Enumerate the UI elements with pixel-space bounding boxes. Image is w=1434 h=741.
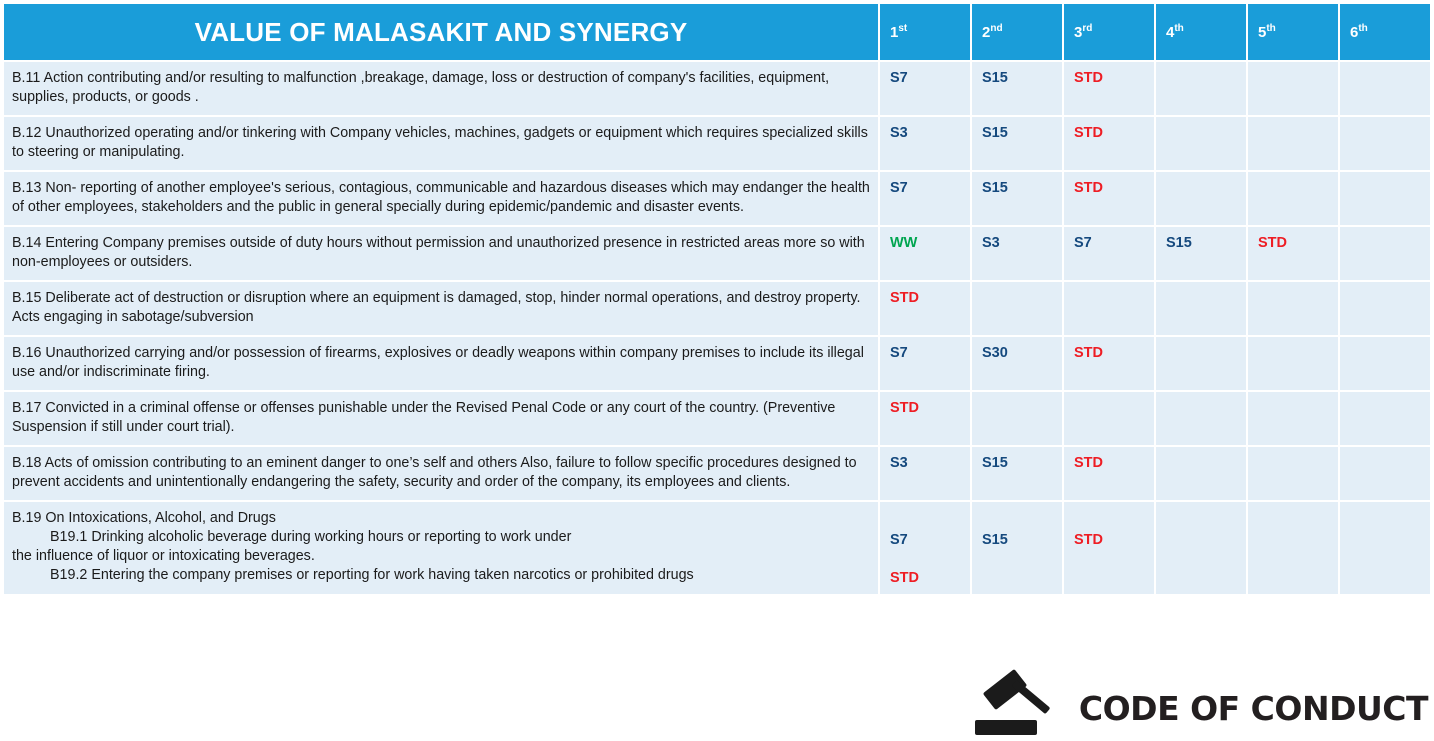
column-2nd — [972, 4, 1062, 60]
sanction-1st: S7 — [880, 172, 970, 225]
offense-description: B.14 Entering Company premises outside of duty hours without permission and unauthorized presence in restricted areas more so with non-employees or outsiders. — [4, 227, 878, 280]
table-row — [4, 447, 1430, 500]
sanction-2nd-primary: S15 — [982, 532, 1008, 548]
offense-line: B19.1 Drinking alcoholic beverage during working hours or reporting to work under — [50, 529, 572, 545]
column-4th — [1156, 4, 1246, 60]
sanction-2nd: S15 — [972, 447, 1062, 500]
column-1st — [880, 4, 970, 60]
table-row — [4, 502, 1430, 594]
column-6th-sup: th — [1358, 23, 1368, 34]
column-1st-num: 1 — [890, 24, 899, 41]
sanction-6th — [1340, 502, 1430, 594]
table-row — [4, 227, 1430, 280]
sanction-2nd: S15 — [972, 172, 1062, 225]
sanction-4th — [1156, 117, 1246, 170]
sanction-6th — [1340, 447, 1430, 500]
sanction-3rd: STD — [1064, 172, 1154, 225]
sanction-4th — [1156, 62, 1246, 115]
sanction-5th — [1248, 392, 1338, 445]
sanction-3rd: S7 — [1064, 227, 1154, 280]
sanction-4th — [1156, 392, 1246, 445]
sanction-6th — [1340, 62, 1430, 115]
offense-line: the influence of liquor or intoxicating beverages. — [12, 548, 315, 564]
sanction-2nd — [972, 392, 1062, 445]
column-1st-sup: st — [898, 23, 908, 34]
sanction-1st-primary: S7 — [890, 532, 908, 548]
table-title: VALUE OF MALASAKIT AND SYNERGY — [4, 4, 878, 60]
column-4th-sup: th — [1174, 23, 1184, 34]
sanction-5th — [1248, 117, 1338, 170]
sanction-2nd: S15 — [972, 62, 1062, 115]
sanction-5th: STD — [1248, 227, 1338, 280]
column-2nd-sup: nd — [990, 23, 1003, 34]
sanction-1st — [880, 502, 970, 594]
sanction-3rd: STD — [1064, 447, 1154, 500]
offense-description: B.18 Acts of omission contributing to an eminent danger to one’s self and others Also, failure to follow specific procedures designed to prevent accidents and unintentionally endangering the safety, security and order of the company, its employees and clients. — [4, 447, 878, 500]
sanction-6th — [1340, 172, 1430, 225]
sanction-2nd: S15 — [972, 117, 1062, 170]
offense-description — [4, 502, 878, 594]
sanction-2nd — [972, 282, 1062, 335]
offense-description: B.12 Unauthorized operating and/or tinkering with Company vehicles, machines, gadgets or equipment which requires specialized skills to steering or manipulating. — [4, 117, 878, 170]
column-3rd — [1064, 4, 1154, 60]
sanction-5th — [1248, 172, 1338, 225]
column-5th-num: 5 — [1258, 24, 1267, 41]
sanction-6th — [1340, 117, 1430, 170]
sanction-6th — [1340, 392, 1430, 445]
offense-description: B.15 Deliberate act of destruction or disruption where an equipment is damaged, stop, hinder normal operations, and destroy property. Acts engaging in sabotage/subversion — [4, 282, 878, 335]
sanction-1st: S7 — [880, 337, 970, 390]
gavel-icon — [973, 677, 1065, 739]
sanction-2nd — [972, 502, 1062, 594]
sanction-4th — [1156, 282, 1246, 335]
sanction-5th — [1248, 282, 1338, 335]
sanction-5th — [1248, 447, 1338, 500]
offense-description: B.16 Unauthorized carrying and/or possession of firearms, explosives or deadly weapons within company premises to include its illegal use and/or indiscriminate firing. — [4, 337, 878, 390]
sanction-1st: STD — [880, 282, 970, 335]
table-row — [4, 117, 1430, 170]
table-row — [4, 172, 1430, 225]
table-row — [4, 392, 1430, 445]
column-2nd-num: 2 — [982, 24, 991, 41]
offense-line: B.19 On Intoxications, Alcohol, and Drugs — [12, 510, 276, 526]
sanction-1st: S3 — [880, 117, 970, 170]
sanction-3rd — [1064, 392, 1154, 445]
sanction-5th — [1248, 337, 1338, 390]
sanction-3rd: STD — [1064, 337, 1154, 390]
sanction-2nd: S3 — [972, 227, 1062, 280]
sanction-6th — [1340, 282, 1430, 335]
sanction-5th — [1248, 502, 1338, 594]
sanction-2nd: S30 — [972, 337, 1062, 390]
code-of-conduct-sheet — [0, 2, 1434, 741]
table-header — [4, 4, 1430, 60]
table-row — [4, 282, 1430, 335]
offense-table — [2, 2, 1432, 596]
sanction-6th — [1340, 337, 1430, 390]
sanction-3rd — [1064, 502, 1154, 594]
footer-brand — [973, 677, 1428, 739]
sanction-4th: S15 — [1156, 227, 1246, 280]
sanction-5th — [1248, 62, 1338, 115]
table-row — [4, 337, 1430, 390]
sanction-6th — [1340, 227, 1430, 280]
footer-label: CODE OF CONDUCT — [1078, 688, 1428, 728]
sanction-3rd — [1064, 282, 1154, 335]
sanction-1st: WW — [880, 227, 970, 280]
sanction-3rd-primary: STD — [1074, 532, 1103, 548]
table-body — [4, 62, 1430, 594]
sanction-1st: S3 — [880, 447, 970, 500]
sanction-3rd: STD — [1064, 117, 1154, 170]
offense-description: B.11 Action contributing and/or resulting to malfunction ,breakage, damage, loss or destruction of company's facilities, equipment, supplies, products, or goods . — [4, 62, 878, 115]
sanction-4th — [1156, 447, 1246, 500]
sanction-1st-secondary: STD — [890, 570, 919, 586]
column-5th-sup: th — [1266, 23, 1276, 34]
header-row — [4, 4, 1430, 60]
sanction-4th — [1156, 337, 1246, 390]
offense-description: B.17 Convicted in a criminal offense or offenses punishable under the Revised Penal Code or any court of the country. (Preventive Suspension if still under court trial). — [4, 392, 878, 445]
sanction-4th — [1156, 172, 1246, 225]
column-6th — [1340, 4, 1430, 60]
sanction-1st: STD — [880, 392, 970, 445]
column-3rd-sup: rd — [1082, 23, 1093, 34]
column-5th — [1248, 4, 1338, 60]
table-row — [4, 62, 1430, 115]
sanction-4th — [1156, 502, 1246, 594]
column-6th-num: 6 — [1350, 24, 1359, 41]
sanction-3rd: STD — [1064, 62, 1154, 115]
column-4th-num: 4 — [1166, 24, 1175, 41]
sanction-1st: S7 — [880, 62, 970, 115]
offense-description: B.13 Non- reporting of another employee's serious, contagious, communicable and hazardous diseases which may endanger the health of other employees, stakeholders and the public in general specially during epidemic/pandemic and disaster events. — [4, 172, 878, 225]
offense-line: B19.2 Entering the company premises or reporting for work having taken narcotics or prohibited drugs — [50, 567, 694, 583]
column-3rd-num: 3 — [1074, 24, 1083, 41]
